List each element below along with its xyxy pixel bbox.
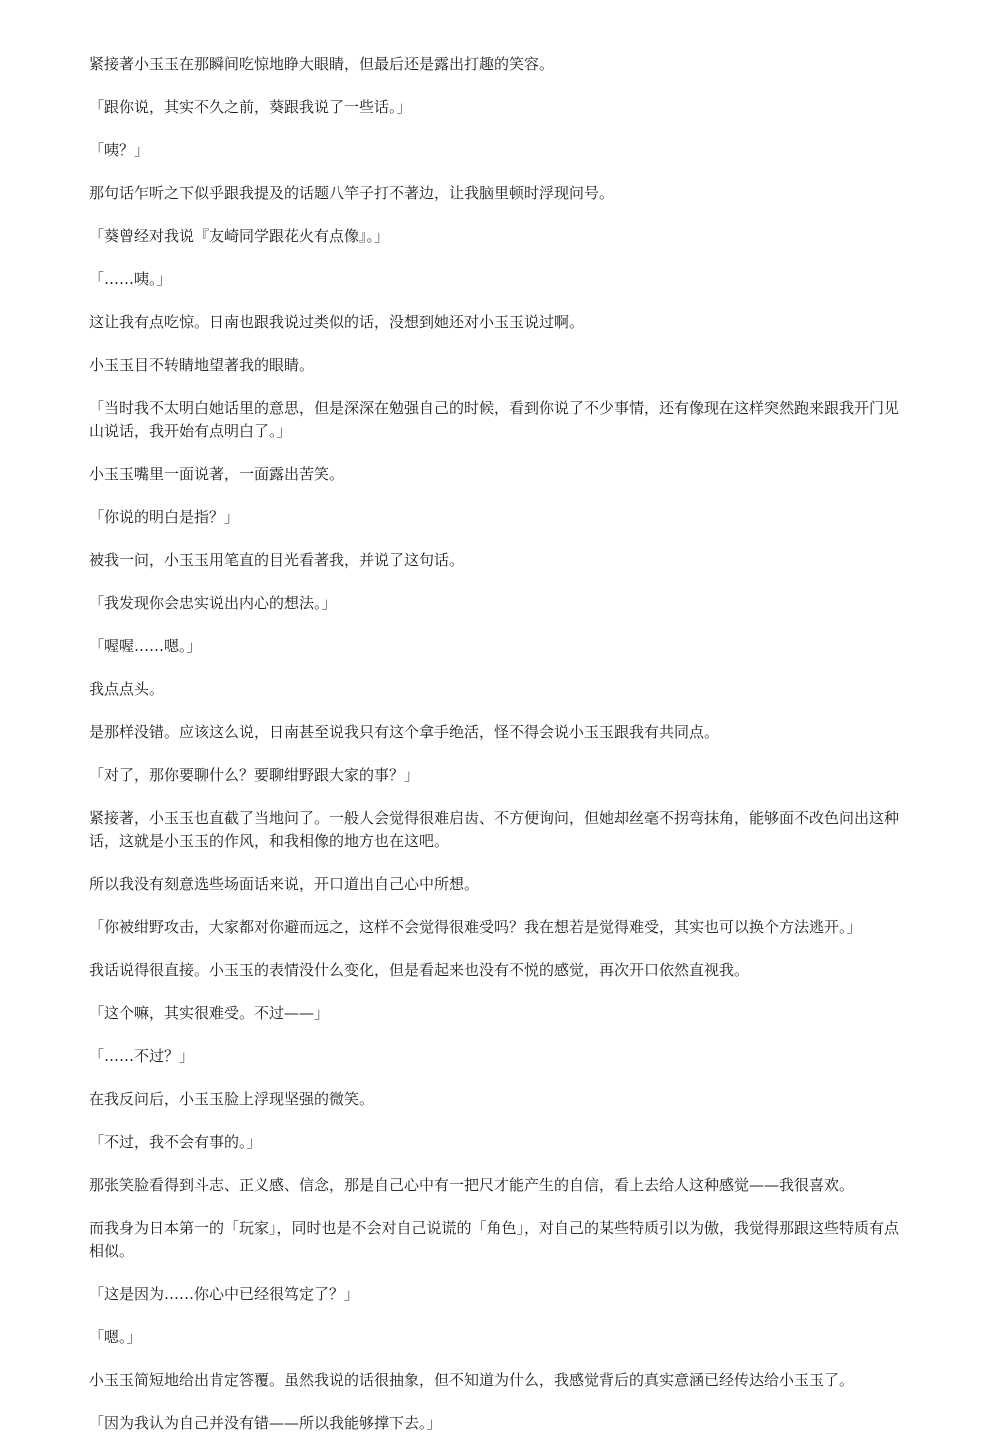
paragraph: 所以我没有刻意选些场面话来说，开口道出自己心中所想。: [89, 875, 480, 893]
paragraph: 「这个嘛，其实很难受。不过——」: [89, 1004, 330, 1022]
paragraph: 「当时我不太明白她话里的意思，但是深深在勉强自己的时候，看到你说了不少事情，还有像现在这样突然跑来跟我开门见山说话，我开始有点明白了。」: [89, 399, 900, 440]
document-body: [89, 53, 911, 1455]
paragraph: 小玉玉嘴里一面说著，一面露出苦笑。: [89, 465, 345, 483]
paragraph: 「对了，那你要聊什么？要聊绀野跟大家的事？」: [89, 766, 420, 784]
paragraph: 「你说的明白是指？」: [89, 508, 240, 526]
paragraph: 「……咦。」: [89, 270, 172, 288]
paragraph: 而我身为日本第一的「玩家」，同时也是不会对自己说谎的「角色」，对自己的某些特质引以为傲，我觉得那跟这些特质有点相似。: [89, 1219, 900, 1260]
paragraph: 「葵曾经对我说『友崎同学跟花火有点像』。」: [89, 227, 390, 245]
paragraph: 「因为我认为自己并没有错——所以我能够撑下去。」: [89, 1414, 442, 1432]
paragraph: 这让我有点吃惊。日南也跟我说过类似的话，没想到她还对小玉玉说过啊。: [89, 313, 585, 331]
paragraph: 在我反问后，小玉玉脸上浮现坚强的微笑。: [89, 1090, 375, 1108]
paragraph: 「……不过？」: [89, 1047, 195, 1065]
paragraph: 「我发现你会忠实说出内心的想法。」: [89, 594, 337, 612]
paragraph: 「嗯。」: [89, 1328, 142, 1346]
paragraph: 那张笑脸看得到斗志、正义感、信念，那是自己心中有一把尺才能产生的自信，看上去给人这种感觉——我很喜欢。: [89, 1176, 855, 1194]
paragraph: 小玉玉目不转睛地望著我的眼睛。: [89, 356, 315, 374]
paragraph: 「咦？」: [89, 141, 150, 159]
paragraph: 「这是因为……你心中已经很笃定了？」: [89, 1285, 360, 1303]
paragraph: 紧接著小玉玉在那瞬间吃惊地睁大眼睛，但最后还是露出打趣的笑容。: [89, 55, 555, 73]
paragraph: 被我一问，小玉玉用笔直的目光看著我，并说了这句话。: [89, 551, 465, 569]
paragraph: 我话说得很直接。小玉玉的表情没什么变化，但是看起来也没有不悦的感觉，再次开口依然直视我。: [89, 961, 750, 979]
paragraph: 「不过，我不会有事的。」: [89, 1133, 262, 1151]
paragraph: 「喔喔……嗯。」: [89, 637, 202, 655]
paragraph: 我点点头。: [89, 680, 165, 698]
paragraph: 小玉玉简短地给出肯定答覆。虽然我说的话很抽象，但不知道为什么，我感觉背后的真实意涵已经传达给小玉玉了。: [89, 1371, 855, 1389]
paragraph: 是那样没错。应该这么说，日南甚至说我只有这个拿手绝活，怪不得会说小玉玉跟我有共同点。: [89, 723, 720, 741]
paragraph: 紧接著，小玉玉也直截了当地问了。一般人会觉得很难启齿、不方便询问，但她却丝毫不拐弯抹角，能够面不改色问出这种话，这就是小玉玉的作风，和我相像的地方也在这吧。: [89, 809, 900, 850]
paragraph: 「你被绀野攻击，大家都对你避而远之，这样不会觉得很难受吗？我在想若是觉得难受，其实也可以换个方法逃开。」: [89, 918, 862, 936]
paragraph: 「跟你说，其实不久之前，葵跟我说了一些话。」: [89, 98, 412, 116]
paragraph: 那句话乍听之下似乎跟我提及的话题八竿子打不著边，让我脑里顿时浮现问号。: [89, 184, 615, 202]
